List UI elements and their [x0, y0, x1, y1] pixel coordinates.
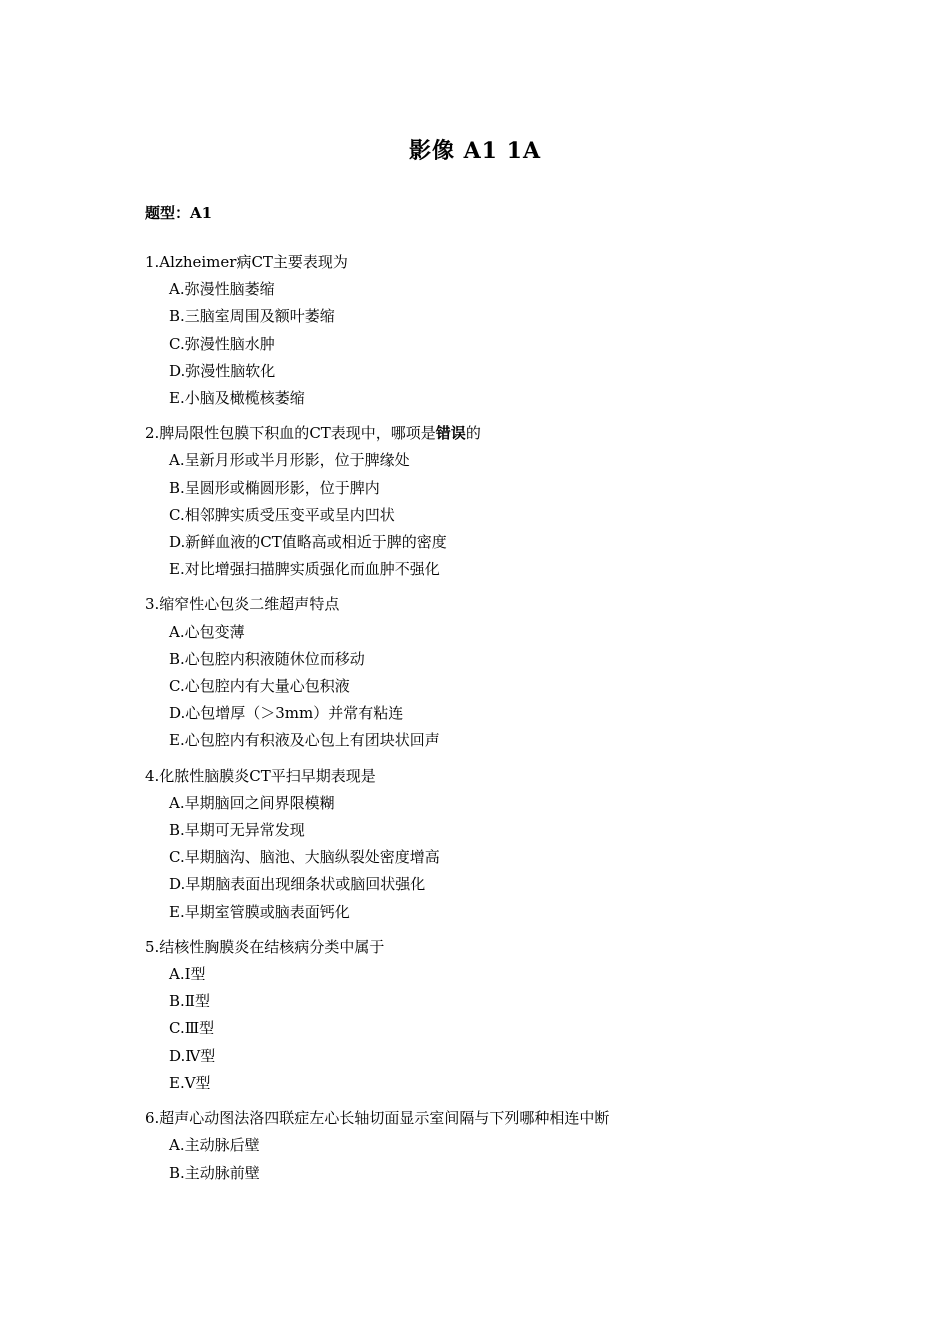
question-2	[145, 420, 845, 583]
question-stem: 5.结核性胸膜炎在结核病分类中属于	[145, 937, 385, 956]
option-e: E.对比增强扫描脾实质强化而血肿不强化	[169, 560, 440, 579]
stem-text: 2.脾局限性包膜下积血的CT表现中，哪项是	[145, 424, 436, 443]
question-stem: 3.缩窄性心包炎二维超声特点	[145, 595, 340, 614]
option-b: B.三脑室周围及额叶萎缩	[169, 307, 335, 326]
option-e: E.心包腔内有积液及心包上有团块状回声	[169, 731, 440, 750]
question-6	[145, 1105, 845, 1187]
option-d: D.Ⅳ型	[169, 1046, 216, 1065]
option-c: C.心包腔内有大量心包积液	[169, 677, 350, 696]
option-a: A.主动脉后壁	[169, 1136, 260, 1155]
option-b: B.主动脉前壁	[169, 1163, 260, 1182]
question-list	[145, 249, 845, 1195]
option-a: A.Ⅰ型	[169, 965, 206, 984]
question-4	[145, 763, 845, 926]
option-a: A.心包变薄	[169, 622, 245, 641]
question-type-label: 题型：A1	[145, 204, 213, 222]
option-b: B.心包腔内积液随休位而移动	[169, 649, 365, 668]
stem-emphasis: 错误	[435, 424, 466, 443]
option-c: C.Ⅲ型	[169, 1019, 215, 1038]
stem-text-end: 的	[465, 424, 481, 443]
option-d: D.早期脑表面出现细条状或脑回状强化	[169, 875, 426, 894]
option-b: B.早期可无异常发现	[169, 821, 305, 840]
question-5	[145, 934, 845, 1097]
question-stem	[145, 420, 845, 447]
question-3	[145, 591, 845, 754]
option-e: E.早期室管膜或脑表面钙化	[169, 902, 350, 921]
option-b: B.呈圆形或椭圆形影，位于脾内	[169, 478, 380, 497]
option-c: C.相邻脾实质受压变平或呈内凹状	[169, 505, 395, 524]
option-e: E.Ⅴ型	[169, 1073, 211, 1092]
question-stem: 4.化脓性脑膜炎CT平扫早期表现是	[145, 766, 376, 785]
question-stem: 1.Alzheimer病CT主要表现为	[145, 253, 348, 271]
option-d: D.心包增厚（＞3mm）并常有粘连	[169, 704, 404, 723]
option-d: D.弥漫性脑软化	[169, 361, 276, 380]
question-stem: 6.超声心动图法洛四联症左心长轴切面显示室间隔与下列哪种相连中断	[145, 1109, 610, 1128]
option-c: C.弥漫性脑水肿	[169, 334, 275, 353]
option-b: B.Ⅱ型	[169, 992, 210, 1011]
option-e: E.小脑及橄榄核萎缩	[169, 389, 305, 408]
question-1	[145, 249, 845, 412]
option-a: A.弥漫性脑萎缩	[169, 280, 275, 299]
option-d: D.新鲜血液的CT值略高或相近于脾的密度	[169, 533, 447, 552]
document-title: 影像 A1 1A	[408, 138, 542, 164]
option-a: A.早期脑回之间界限模糊	[169, 793, 335, 812]
option-c: C.早期脑沟、脑池、大脑纵裂处密度增高	[169, 848, 440, 867]
option-a: A.呈新月形或半月形影，位于脾缘处	[169, 451, 410, 470]
